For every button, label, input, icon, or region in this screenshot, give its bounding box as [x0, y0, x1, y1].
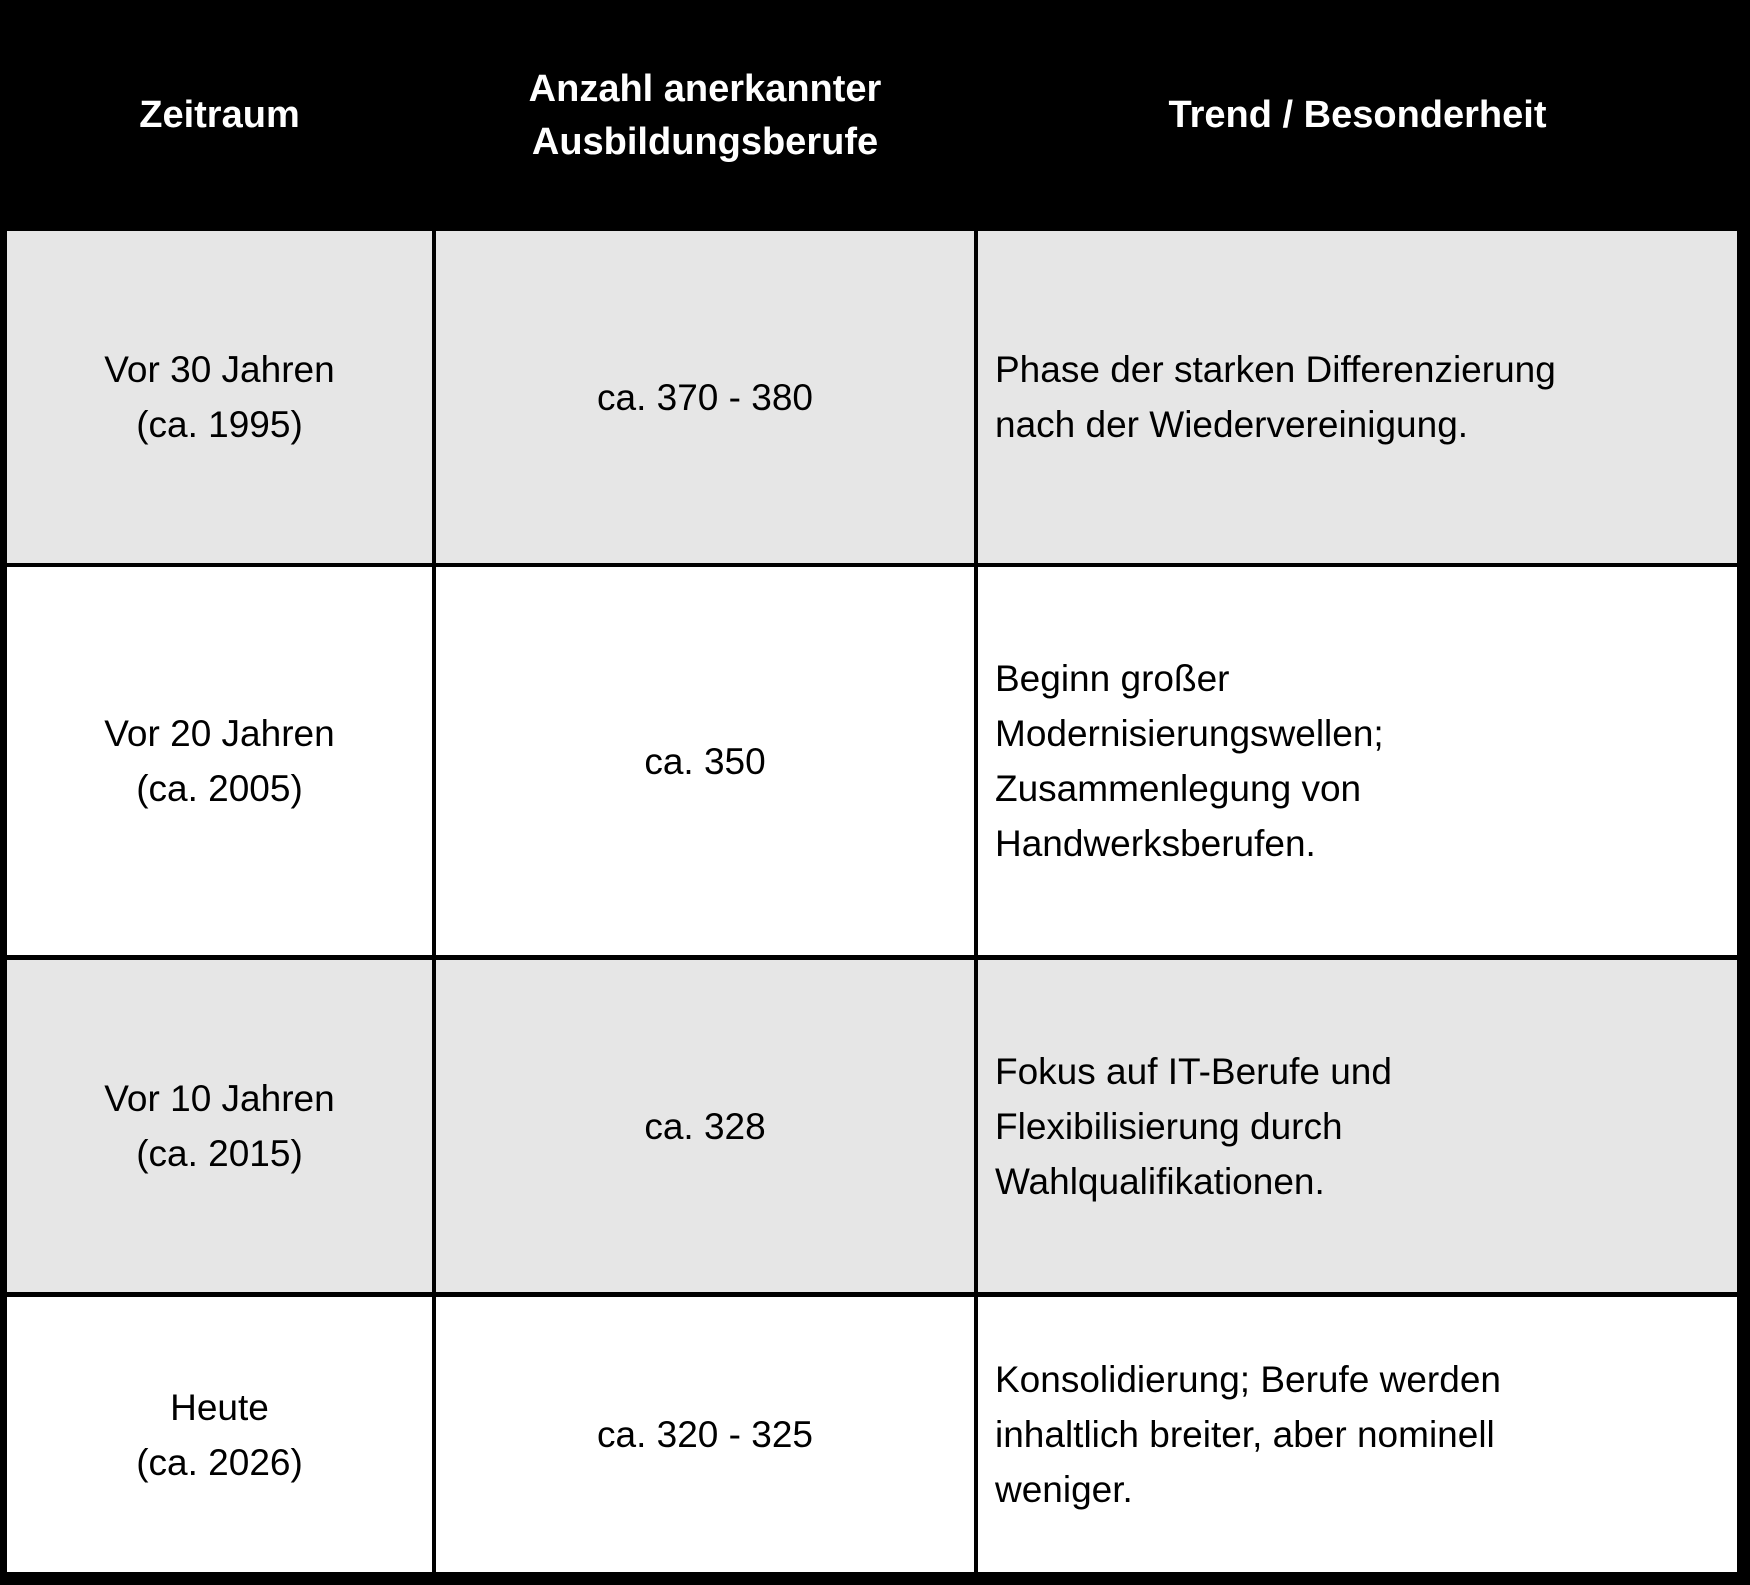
trend-text: nach der Wiedervereinigung.: [995, 404, 1469, 445]
trend-text: weniger.: [995, 1469, 1133, 1510]
table-cell-count: [436, 960, 974, 1292]
header-label: Ausbildungsberufe: [531, 120, 879, 163]
period-year: (ca. 2005): [136, 768, 303, 809]
table-cell-period: [7, 567, 432, 955]
header-cell-count: [436, 0, 974, 231]
table-cell-period: [7, 1297, 432, 1572]
trend-text: Beginn großer: [995, 658, 1230, 699]
period-label: Vor 10 Jahren: [104, 1078, 335, 1119]
table-cell-trend: [978, 960, 1737, 1292]
period-year: (ca. 1995): [136, 404, 303, 445]
count-value: ca. 350: [644, 740, 766, 782]
trend-text: Handwerksberufen.: [995, 823, 1316, 864]
period-year: (ca. 2015): [136, 1133, 303, 1174]
table-cell-period: [7, 231, 432, 563]
table-cell-count: [436, 231, 974, 563]
count-value: ca. 328: [644, 1105, 766, 1147]
header-cell-period: [7, 0, 432, 231]
period-label: Vor 20 Jahren: [104, 713, 335, 754]
period-label: Vor 30 Jahren: [104, 349, 335, 390]
trend-text: Phase der starken Differenzierung: [995, 349, 1556, 390]
trend-text: Modernisierungswellen;: [995, 713, 1384, 754]
trend-text: Flexibilisierung durch: [995, 1105, 1343, 1147]
count-value: ca. 370 - 380: [597, 376, 813, 418]
header-label: Anzahl anerkannter: [528, 67, 882, 110]
count-value: ca. 320 - 325: [597, 1414, 813, 1455]
header-label: Trend / Besonderheit: [1168, 94, 1547, 136]
trend-text: Zusammenlegung von: [995, 768, 1362, 809]
table-cell-count: [436, 567, 974, 955]
table-cell-period: [7, 960, 432, 1292]
period-label: Heute: [170, 1386, 269, 1428]
table-cell-count: [436, 1297, 974, 1572]
trend-text: Fokus auf IT-Berufe und: [995, 1050, 1392, 1092]
header-label: Zeitraum: [139, 94, 300, 136]
table-header: [0, 0, 1750, 231]
period-year: (ca. 2026): [136, 1441, 303, 1483]
table-cell-trend: [978, 231, 1737, 563]
table-cell-trend: [978, 1297, 1737, 1572]
header-cell-trend: [978, 0, 1737, 231]
trend-text: Wahlqualifikationen.: [995, 1160, 1325, 1202]
table-cell-trend: [978, 567, 1737, 955]
trend-text: inhaltlich breiter, aber nominell: [995, 1414, 1495, 1455]
trend-text: Konsolidierung; Berufe werden: [995, 1359, 1501, 1400]
